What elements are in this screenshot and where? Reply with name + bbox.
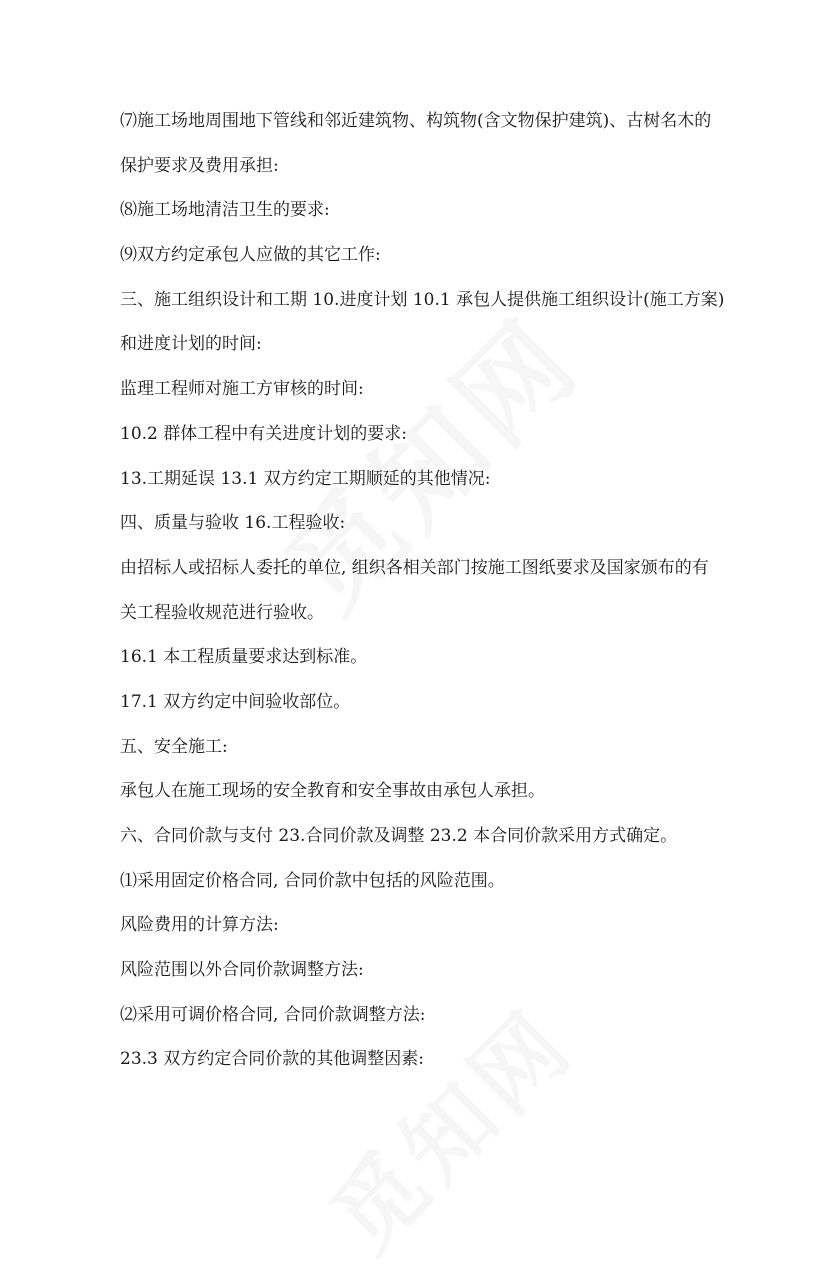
section-heading: 六、合同价款与支付 23.合同价款及调整 23.2 本合同价款采用方式确定。: [120, 826, 678, 846]
section-heading: 五、安全施工:: [120, 736, 228, 757]
text-line: 保护要求及费用承担:: [120, 155, 279, 176]
text-line: 风险费用的计算方法:: [120, 915, 279, 936]
text-line: 承包人在施工现场的安全教育和安全事故由承包人承担。: [120, 781, 545, 802]
text-line: ⑻施工场地清洁卫生的要求:: [120, 200, 330, 221]
text-line: ⑺施工场地周围地下管线和邻近建筑物、构筑物(含文物保护建筑)、古树名木的: [120, 111, 712, 131]
text-line: 13.工期延误 13.1 双方约定工期顺延的其他情况:: [120, 468, 491, 489]
text-line: ⑵采用可调价格合同, 合同价款调整方法:: [120, 1004, 426, 1025]
section-heading: 四、质量与验收 16.工程验收:: [120, 513, 346, 534]
text-line: 和进度计划的时间:: [120, 334, 262, 355]
text-line: 16.1 本工程质量要求达到标准。: [120, 647, 368, 668]
text-line: ⑼双方约定承包人应做的其它工作:: [120, 245, 381, 266]
text-line: 10.2 群体工程中有关进度计划的要求:: [120, 423, 407, 444]
document-body: [120, 108, 730, 1091]
text-line: 17.1 双方约定中间验收部位。: [120, 691, 351, 712]
text-line: 风险范围以外合同价款调整方法:: [120, 960, 364, 981]
text-line: 关工程验收规范进行验收。: [120, 602, 324, 623]
text-line: 由招标人或招标人委托的单位, 组织各相关部门按施工图纸要求及国家颁布的有: [120, 557, 709, 578]
text-line: 监理工程师对施工方审核的时间:: [120, 379, 364, 400]
text-line: ⑴采用固定价格合同, 合同价款中包括的风险范围。: [120, 870, 505, 891]
text-line: 23.3 双方约定合同价款的其他调整因素:: [120, 1049, 424, 1070]
section-heading: 三、施工组织设计和工期 10.进度计划 10.1 承包人提供施工组织设计(施工方案): [120, 289, 725, 310]
